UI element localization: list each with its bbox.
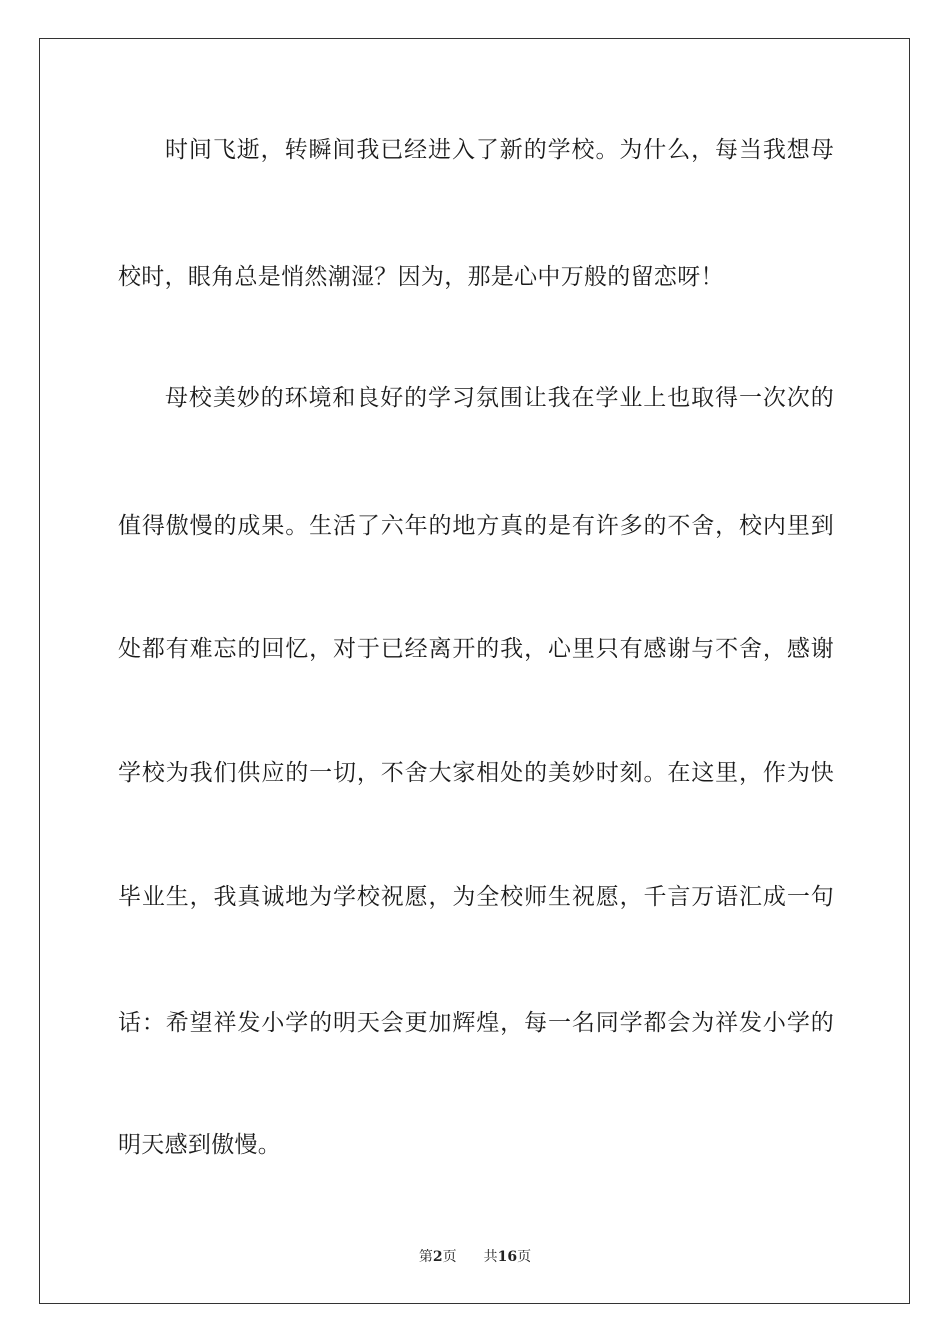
paragraph-2-line-6: 话：希望祥发小学的明天会更加辉煌，每一名同学都会为祥发小学的 <box>118 1010 834 1036</box>
paragraph-2-line-1: 母校美妙的环境和良好的学习氛围让我在学业上也取得一次次的 <box>165 385 834 411</box>
paragraph-2-line-5: 毕业生，我真诚地为学校祝愿，为全校师生祝愿，千言万语汇成一句 <box>118 884 834 910</box>
total-pages-indicator <box>484 1248 531 1266</box>
page-indicator <box>419 1248 457 1266</box>
page-prefix: 第 <box>418 1249 433 1265</box>
page-footer <box>0 1248 950 1266</box>
paragraph-2-line-4: 学校为我们供应的一切，不舍大家相处的美妙时刻。在这里，作为快 <box>118 760 834 786</box>
paragraph-2-line-3: 处都有难忘的回忆，对于已经离开的我，心里只有感谢与不舍，感谢 <box>118 636 834 662</box>
current-page-number: 2 <box>432 1249 443 1265</box>
total-suffix: 页 <box>517 1249 532 1265</box>
paragraph-1-line-2: 校时，眼角总是悄然潮湿？因为，那是心中万般的留恋呀！ <box>118 264 724 290</box>
paragraph-1-line-1: 时间飞逝，转瞬间我已经进入了新的学校。为什么，每当我想母 <box>165 137 834 163</box>
paragraph-2-line-2: 值得傲慢的成果。生活了六年的地方真的是有许多的不舍，校内里到 <box>118 513 834 539</box>
page-border <box>39 38 910 1304</box>
page-suffix: 页 <box>442 1249 457 1265</box>
total-page-count: 16 <box>497 1249 518 1265</box>
paragraph-2-line-7: 明天感到傲慢。 <box>118 1132 282 1158</box>
total-prefix: 共 <box>483 1249 498 1265</box>
